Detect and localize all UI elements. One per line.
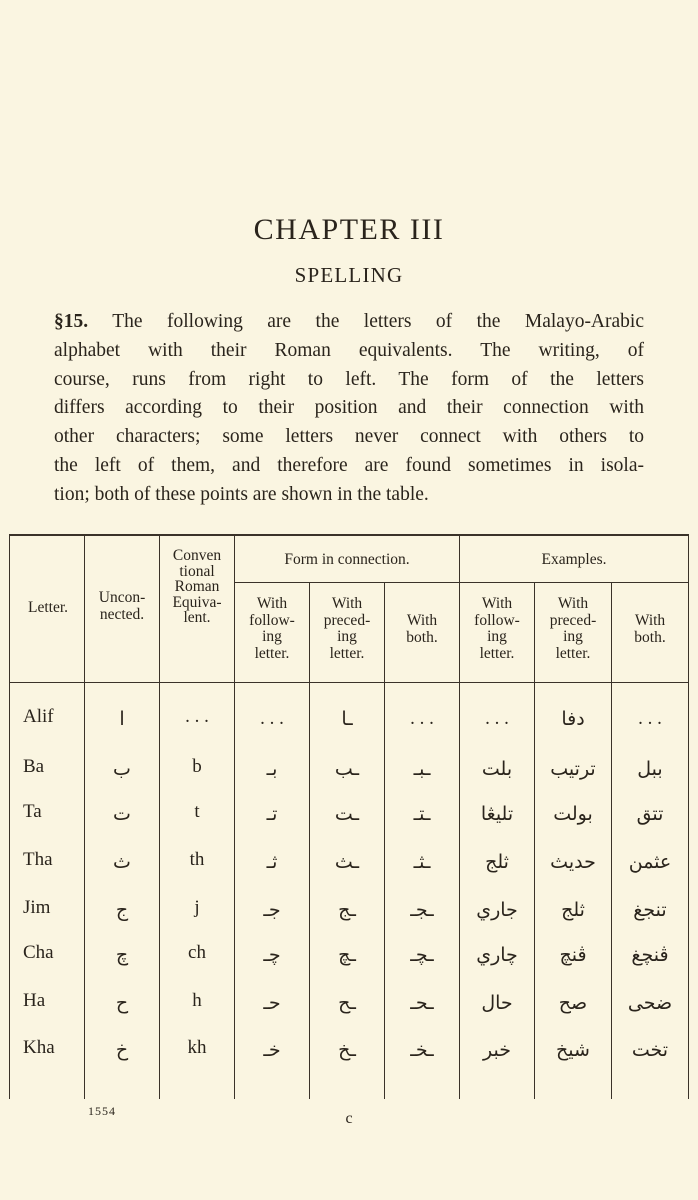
cell-ex-both: تنجغ	[633, 899, 667, 921]
cell-roman: ch	[188, 942, 206, 963]
cell-both: ـتـ	[413, 803, 431, 825]
cell-roman: b	[192, 756, 202, 777]
alphabet-table	[9, 534, 689, 1099]
header-form-following: With follow- ing letter.	[249, 595, 295, 662]
cell-following: چـ	[263, 944, 281, 966]
section-title: SPELLING	[294, 263, 404, 287]
cell-both: ـچـ	[410, 944, 434, 966]
cell-preceding: ـث	[334, 851, 360, 873]
section-number: §15.	[54, 311, 89, 332]
cell-both: . . .	[410, 708, 434, 729]
cell-ex-following: حال	[481, 992, 513, 1014]
cell-ex-preceding: صح	[558, 992, 588, 1014]
cell-ex-following: چاري	[476, 944, 518, 966]
paragraph-line: the left of them, and therefore are found sometimes in isola-	[54, 454, 644, 476]
cell-ex-preceding: ترتيب	[550, 758, 596, 780]
cell-ex-both: . . .	[638, 708, 662, 729]
cell-both: ـبـ	[413, 758, 431, 780]
letter-name: Ta	[23, 801, 42, 822]
signature-letter: c	[345, 1110, 353, 1127]
intro-paragraph	[54, 308, 644, 510]
signature-number: 1554	[88, 1104, 116, 1118]
cell-unconnected: ث	[113, 851, 131, 873]
cell-following: جـ	[263, 899, 281, 921]
cell-roman: t	[194, 801, 200, 822]
cell-roman: j	[194, 897, 200, 918]
header-form-preceding: With preced- ing letter.	[323, 595, 371, 662]
cell-roman: th	[189, 849, 205, 870]
cell-both: ـثـ	[413, 851, 431, 873]
cell-roman: . . .	[185, 706, 209, 727]
cell-ex-following: . . .	[485, 708, 509, 729]
cell-both: ـخـ	[410, 1039, 434, 1061]
cell-following: تـ	[266, 803, 278, 825]
cell-ex-both: تتق	[636, 803, 664, 825]
cell-unconnected: چ	[115, 944, 129, 966]
header-ex-preceding: With preced- ing letter.	[549, 595, 597, 662]
paragraph-line: §15. The following are the letters of the Malayo-Arabic	[54, 311, 644, 332]
paragraph-line: course, runs from right to left. The form of the letters	[54, 368, 644, 390]
paragraph-line: tion; both of these points are shown in the table.	[54, 483, 429, 505]
header-form-both: With both.	[406, 612, 438, 646]
cell-ex-preceding: شيخ	[556, 1039, 590, 1061]
col-rule	[9, 534, 10, 1099]
cell-roman: h	[192, 990, 202, 1011]
cell-ex-both: ضحى	[627, 992, 673, 1014]
cell-unconnected: خ	[115, 1039, 129, 1061]
cell-unconnected: ا	[119, 708, 125, 730]
col-rule	[688, 534, 689, 1099]
header-bottom-rule	[9, 682, 689, 683]
letter-name: Tha	[23, 849, 53, 870]
cell-following: خـ	[263, 1039, 281, 1061]
cell-ex-both: تخت	[631, 1039, 669, 1061]
cell-ex-both: عثمن	[628, 851, 672, 873]
cell-ex-following: بلت	[481, 758, 513, 780]
header-unconnected: Uncon- nected.	[98, 589, 146, 623]
chapter-heading: CHAPTER III	[253, 213, 445, 246]
letter-name: Kha	[23, 1037, 55, 1058]
group-header-rule	[234, 582, 689, 583]
cell-unconnected: ج	[115, 899, 129, 921]
cell-ex-following: خبر	[483, 1039, 511, 1061]
cell-both: ـحـ	[410, 992, 434, 1014]
paragraph-line: alphabet with their Roman equivalents. The writing, of	[54, 339, 644, 361]
cell-ex-following: تليڠا	[480, 803, 514, 825]
paragraph-line: differs according to their position and their connection with	[54, 397, 644, 419]
letter-name: Ba	[23, 756, 45, 777]
cell-ex-preceding: حديث	[550, 851, 596, 873]
cell-preceding: ـج	[338, 899, 356, 921]
letter-name: Cha	[23, 942, 54, 963]
header-roman: Conven tional Roman Equiva- lent.	[172, 547, 222, 626]
paragraph-line: other characters; some letters never connect with others to	[54, 426, 644, 448]
cell-preceding: ـخ	[338, 1039, 356, 1061]
header-examples-group: Examples.	[541, 551, 607, 568]
cell-preceding: ـح	[338, 992, 356, 1014]
cell-ex-following: ثلج	[485, 851, 509, 873]
col-rule	[611, 582, 612, 1099]
cell-ex-preceding: دفا	[561, 708, 585, 730]
cell-following: بـ	[266, 758, 278, 780]
cell-ex-preceding: بولت	[553, 803, 593, 825]
letter-name: Alif	[23, 706, 54, 727]
cell-roman: kh	[187, 1037, 207, 1058]
cell-unconnected: ب	[113, 758, 131, 780]
cell-ex-both: ببل	[637, 758, 663, 780]
cell-following: حـ	[263, 992, 281, 1014]
cell-following: ثـ	[266, 851, 278, 873]
cell-unconnected: ت	[113, 803, 131, 825]
header-ex-following: With follow- ing letter.	[474, 595, 520, 662]
col-rule	[384, 582, 385, 1099]
cell-preceding: ـب	[334, 758, 360, 780]
cell-ex-preceding: ثلج	[561, 899, 585, 921]
cell-ex-preceding: ڤنچ	[559, 944, 587, 966]
letter-name: Ha	[23, 990, 46, 1011]
cell-preceding: ـچ	[338, 944, 356, 966]
cell-preceding: ـا	[341, 708, 353, 730]
cell-ex-both: ڤنچغ	[631, 944, 669, 966]
header-form-group: Form in connection.	[284, 551, 410, 568]
cell-unconnected: ح	[115, 992, 129, 1014]
cell-both: ـجـ	[410, 899, 434, 921]
cell-following: . . .	[260, 708, 284, 729]
letter-name: Jim	[23, 897, 51, 918]
cell-ex-following: جاري	[476, 899, 518, 921]
header-letter: Letter.	[27, 599, 69, 616]
header-ex-both: With both.	[634, 612, 666, 646]
cell-preceding: ـت	[334, 803, 360, 825]
table-top-rule	[9, 534, 689, 536]
